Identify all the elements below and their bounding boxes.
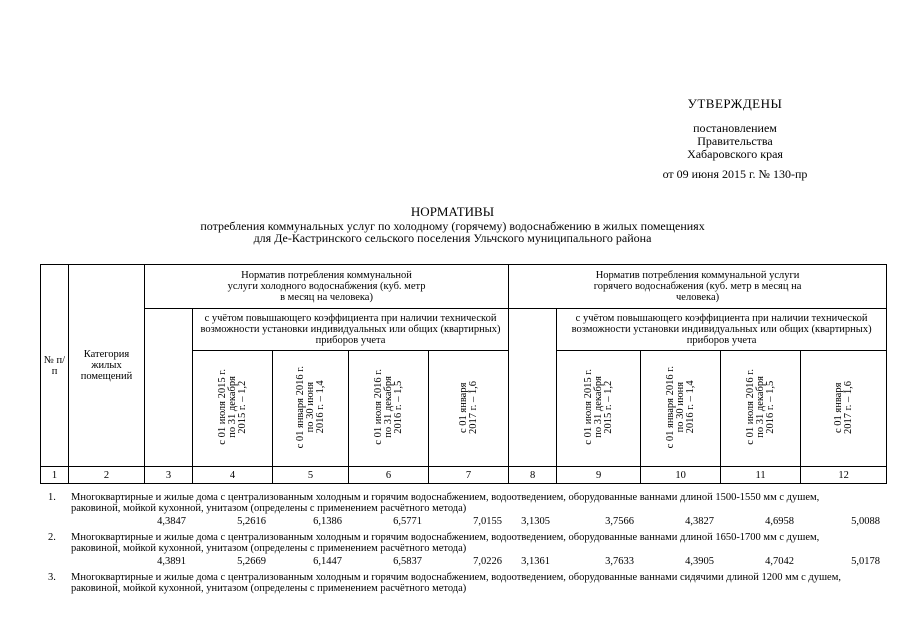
value-cell: 4,7042	[765, 556, 794, 567]
approval-block	[635, 96, 835, 182]
col-number: 10	[641, 467, 721, 484]
approval-line: Правительства	[697, 134, 773, 148]
col-number: 5	[273, 467, 349, 484]
row-description	[40, 572, 866, 594]
row-description	[40, 532, 866, 554]
period-header: с 01 января 2017 г. – 1,6	[801, 351, 887, 467]
approval-date: от 09 июня 2015 г. № 130-пр	[662, 167, 808, 181]
approval-heading: УТВЕРЖДЕНЫ	[687, 96, 783, 111]
col-number: 2	[69, 467, 145, 484]
header-cold: Норматив потребления коммунальной услуги холодного водоснабжения (куб. метр в месяц на человека)	[145, 265, 509, 309]
value-cell: 4,3827	[685, 516, 714, 527]
col-number: 11	[721, 467, 801, 484]
document-subtitle	[0, 220, 905, 244]
empty-cell	[509, 309, 557, 467]
col-number: 3	[145, 467, 193, 484]
value-cell: 5,0178	[851, 556, 880, 567]
period-header: с 01 июля 2015 г. по 31 декабря 2015 г. – 1,2	[557, 351, 641, 467]
header-num: № п/п	[41, 265, 69, 467]
value-cell: 6,5837	[393, 556, 422, 567]
subtitle-line: потребления коммунальных услуг по холодному (горячему) водоснабжению в жилых помещениях	[200, 219, 705, 233]
row-values	[40, 514, 880, 529]
value-cell: 6,1447	[313, 556, 342, 567]
document-title: НОРМАТИВЫ	[410, 204, 495, 219]
value-cell: 3,7566	[605, 516, 634, 527]
row-number: 2.	[48, 532, 56, 543]
value-cell: 6,1386	[313, 516, 342, 527]
period-header: с 01 января 2017 г. – 1,6	[429, 351, 509, 467]
value-cell: 3,1305	[521, 516, 550, 527]
value-cell: 6,5771	[393, 516, 422, 527]
value-cell: 5,0088	[851, 516, 880, 527]
empty-cell	[145, 309, 193, 467]
period-header: с 01 июля 2016 г. по 31 декабря 2016 г. – 1,5	[721, 351, 801, 467]
col-number: 12	[801, 467, 887, 484]
value-cell: 5,2616	[237, 516, 266, 527]
row-description	[40, 492, 866, 514]
value-cell: 7,0155	[473, 516, 502, 527]
col-number: 9	[557, 467, 641, 484]
value-cell: 3,7633	[605, 556, 634, 567]
header-hot: Норматив потребления коммунальной услуги горячего водоснабжения (куб. метр в месяц на человека)	[509, 265, 887, 309]
row-text: Многоквартирные и жилые дома с централизованным холодным и горячим водоснабжением, водоотведением, оборудованные ваннами длиной 1650-1700 мм с душем, раковиной, мойкой кухонной, унитазом (определены с применением расчётного метода)	[71, 532, 820, 554]
row-values	[40, 554, 880, 569]
row-number: 3.	[48, 572, 56, 583]
value-cell: 3,1361	[521, 556, 550, 567]
period-header: с 01 июля 2015 г. по 31 декабря 2015 г. – 1,2	[193, 351, 273, 467]
norm-rows	[40, 489, 880, 594]
approval-line: постановлением	[693, 121, 777, 135]
col-number: 6	[349, 467, 429, 484]
col-number: 4	[193, 467, 273, 484]
value-cell: 4,3847	[157, 516, 186, 527]
value-cell: 4,6958	[765, 516, 794, 527]
value-cell: 5,2669	[237, 556, 266, 567]
norms-table	[40, 264, 887, 484]
row-number: 1.	[48, 492, 56, 503]
row-text: Многоквартирные и жилые дома с централизованным холодным и горячим водоснабжением, водоотведением, оборудованные ваннами длиной 1500-1550 мм с душем, раковиной, мойкой кухонной, унитазом (определены с применением расчётного метода)	[71, 492, 820, 514]
period-header: с 01 июля 2016 г. по 31 декабря 2016 г. – 1,5	[349, 351, 429, 467]
header-coef-hot: с учётом повышающего коэффициента при наличии технической возможности установки индивидуальных или общих (квартирных) приборов учета	[557, 309, 887, 351]
subtitle-line: для Де-Кастринского сельского поселения Ульчского муниципального района	[253, 231, 652, 245]
col-number: 1	[41, 467, 69, 484]
value-cell: 4,3891	[157, 556, 186, 567]
row-text: Многоквартирные и жилые дома с централизованным холодным и горячим водоснабжением, водоотведением, оборудованные ваннами сидячими длиной 1200 мм с душем, раковиной, мойкой кухонной, унитазом (определены с применением расчётного метода)	[71, 572, 841, 594]
period-header: с 01 января 2016 г. по 30 июня 2016 г. – 1,4	[641, 351, 721, 467]
value-cell: 4,3905	[685, 556, 714, 567]
value-cell: 7,0226	[473, 556, 502, 567]
header-coef-cold: с учётом повышающего коэффициента при наличии технической возможности установки индивидуальных или общих (квартирных) приборов учета	[193, 309, 509, 351]
approval-line: Хабаровского края	[687, 147, 783, 161]
period-header: с 01 января 2016 г. по 30 июня 2016 г. – 1,4	[273, 351, 349, 467]
col-number: 7	[429, 467, 509, 484]
header-category: Категория жилых помещений	[69, 265, 145, 467]
col-number: 8	[509, 467, 557, 484]
